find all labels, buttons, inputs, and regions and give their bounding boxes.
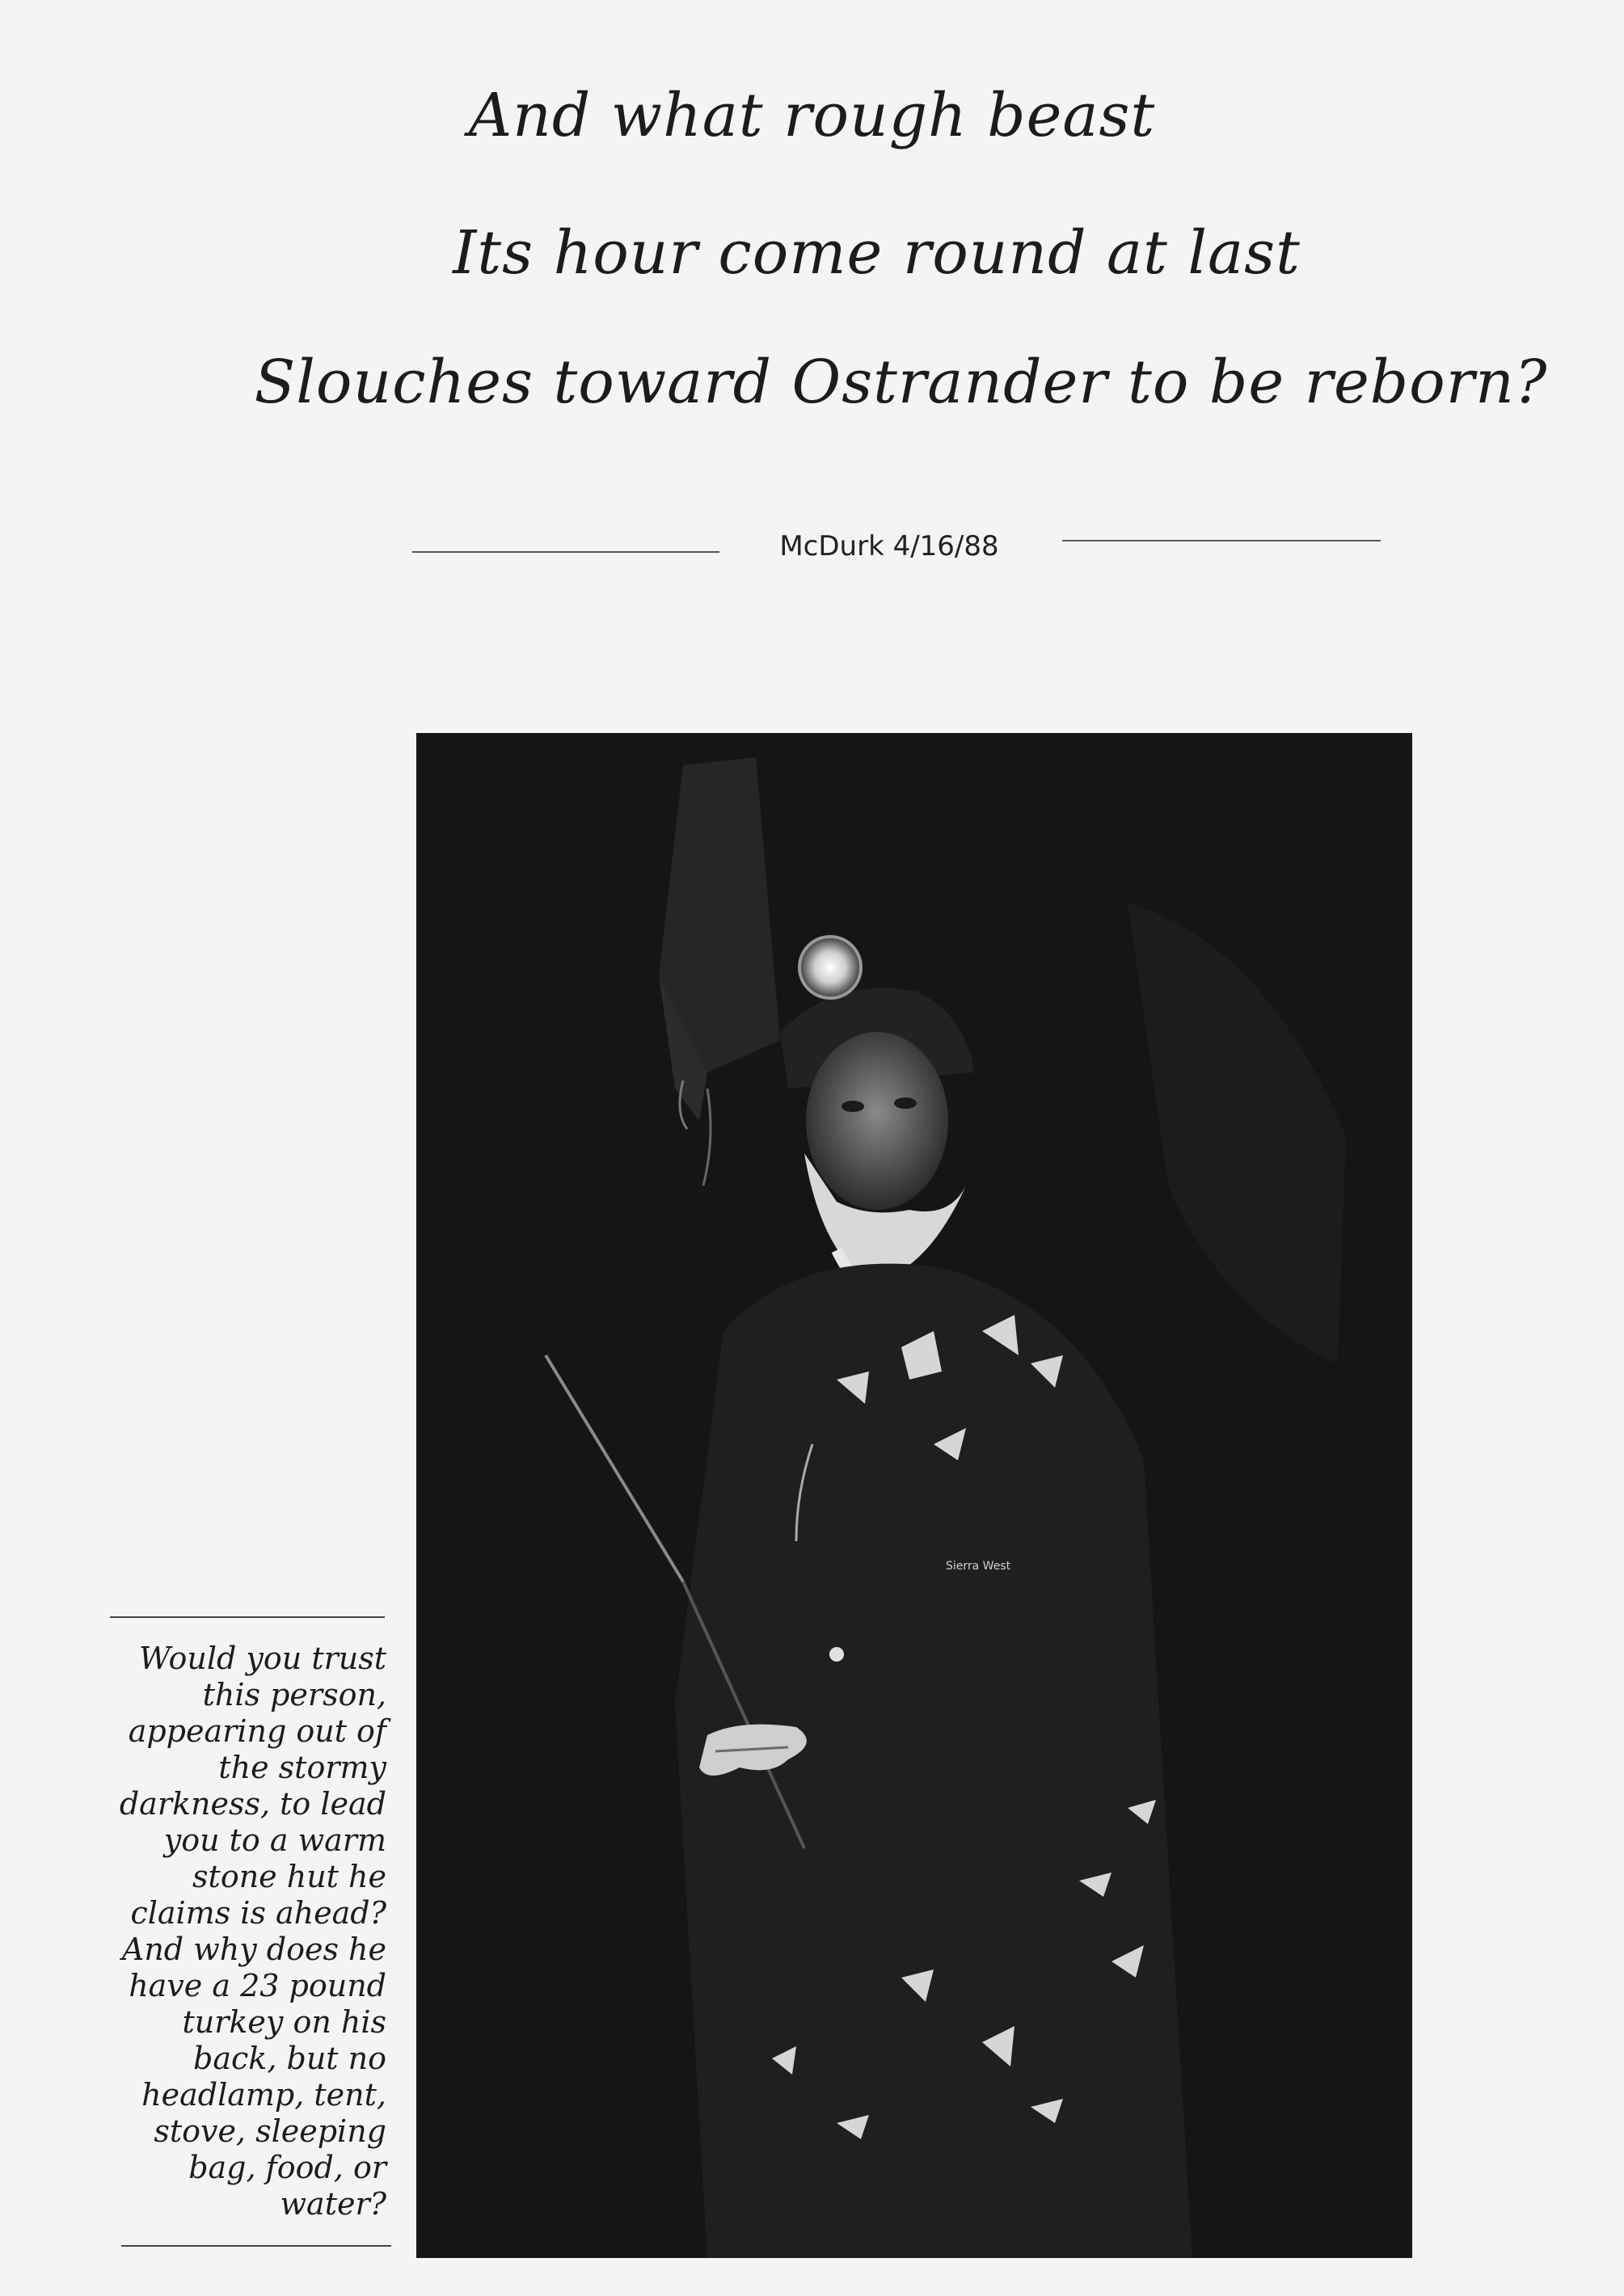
caption-rule-bottom: [121, 2245, 391, 2247]
photo-scene: [416, 733, 1412, 2258]
caption-line: And why does he: [121, 1932, 386, 1967]
caption-line: Would you trust: [139, 1641, 386, 1676]
caption: [89, 1641, 386, 2222]
caption-line: back, but no: [193, 2041, 386, 2076]
caption-line: darkness, to lead: [119, 1786, 386, 1822]
poem-line-3: Slouches toward Ostrander to be reborn?: [254, 348, 1548, 417]
photograph: [416, 733, 1412, 2258]
caption-line: turkey on his: [182, 2004, 386, 2040]
caption-line: water?: [280, 2186, 386, 2222]
caption-line: the stormy: [218, 1750, 386, 1785]
caption-line: stone hut he: [192, 1859, 386, 1894]
jacket-label: Sierra West: [946, 1560, 1011, 1573]
caption-line: claims is ahead?: [130, 1895, 386, 1931]
caption-line: this person,: [202, 1677, 386, 1713]
caption-line: stove, sleeping: [154, 2113, 386, 2149]
caption-line: have a 23 pound: [129, 1968, 386, 2003]
attribution: McDurk 4/16/88: [779, 530, 999, 562]
caption-line: appearing out of: [128, 1713, 386, 1749]
caption-line: headlamp, tent,: [141, 2077, 386, 2113]
poem-line-2: Its hour come round at last: [453, 218, 1301, 288]
poem-line-1: And what rough beast: [468, 81, 1156, 150]
attribution-rule-left: [412, 551, 719, 553]
caption-rule-top: [110, 1616, 385, 1618]
caption-line: you to a warm: [163, 1822, 386, 1858]
caption-line: bag, food, or: [188, 2150, 386, 2185]
attribution-rule-right: [1062, 540, 1381, 541]
